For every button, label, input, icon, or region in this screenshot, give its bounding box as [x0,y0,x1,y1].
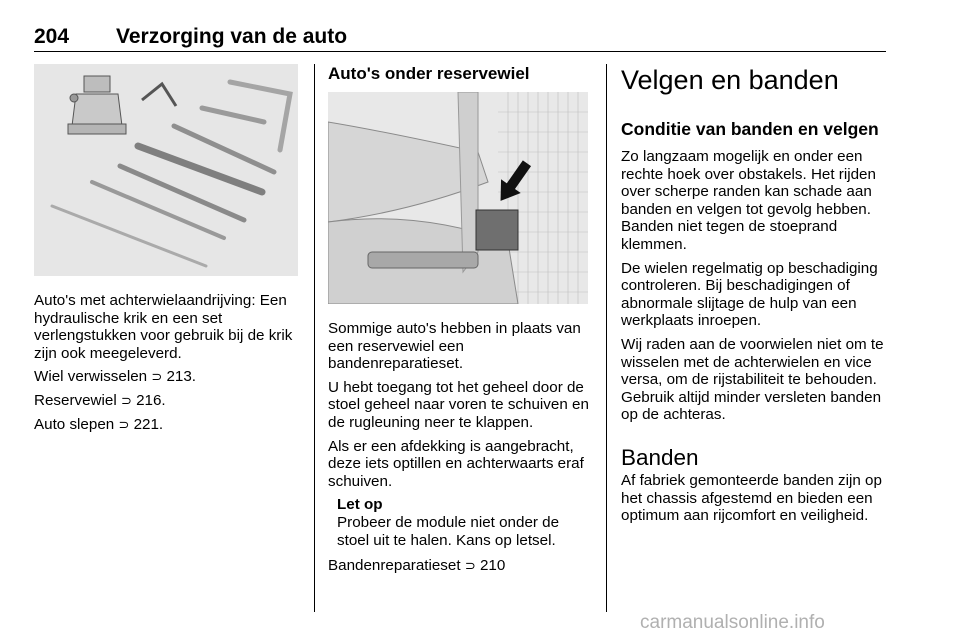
xref-arrow-icon: ⊃ [118,416,130,432]
section-heading: Auto's onder reservewiel [328,64,530,83]
paragraph: Als er een afdekking is aangebracht, deze iets optillen en achterwaarts eraf schuiven. [328,437,584,490]
cross-reference[interactable]: Auto slepen ⊃ 221. [34,415,164,433]
seat-repair-kit-illustration [328,92,588,304]
note-body: Probeer de module niet onder de stoel uit te halen. Kans op letsel. [337,513,560,549]
cross-reference[interactable]: Reservewiel ⊃ 216. [34,391,166,409]
watermark: carmanualsonline.info [640,612,825,633]
xref-arrow-icon: ⊃ [120,392,132,408]
paragraph: U hebt toegang tot het geheel door de stoel geheel naar voren te schuiven en de rugleuning neer te klappen. [328,378,589,431]
cross-reference[interactable]: Bandenreparatieset ⊃ 210 [328,557,506,575]
section-subheading: Conditie van banden en velgen [621,119,879,139]
column-middle [328,64,592,581]
column-divider [606,64,607,612]
jack-tools-illustration [34,64,298,276]
cross-reference[interactable]: Wiel verwisselen ⊃ 213. [34,368,197,386]
xref-arrow-icon: ⊃ [464,558,476,574]
column-divider [314,64,315,612]
paragraph: Sommige auto's hebben in plaats van een reservewiel een bandenreparatieset. [328,320,581,373]
section-heading: Banden [621,444,699,470]
paragraph: Af fabriek gemonteerde banden zijn op het chassis afgestemd en bieden een optimum aan rijcomfort en veiligheid. [621,471,882,525]
page-header [34,22,886,52]
note-title: Let op [337,496,383,514]
page-number: 204 [34,25,70,48]
xref-arrow-icon: ⊃ [151,369,163,385]
column-right [621,64,887,531]
page-title: Verzorging van de auto [116,25,348,48]
chapter-heading: Velgen en banden [621,65,839,95]
caution-note [328,496,592,549]
figure-caption: Auto's met achterwielaandrijving: Een hydraulische krik en een set verlengstukken voor gebruik bij de krik zijn ook meegeleverd. [34,292,293,362]
paragraph: De wielen regelmatig op beschadiging controleren. Bij beschadigingen of abnormale slijtage de hulp van een werkplaats inroepen. [621,259,878,330]
column-left [34,64,298,439]
paragraph: Wij raden aan de voorwielen niet om te wisselen met de achterwielen en vice versa, om de rijstabiliteit te behouden. Gebruik altijd minder versleten banden op de achteras. [621,335,884,424]
paragraph: Zo langzaam mogelijk en onder een rechte hoek over obstakels. Het rijden over scherpe randen kan schade aan banden en velgen tot gevolg hebben. Banden niet tegen de stoeprand klemmen. [621,148,876,253]
